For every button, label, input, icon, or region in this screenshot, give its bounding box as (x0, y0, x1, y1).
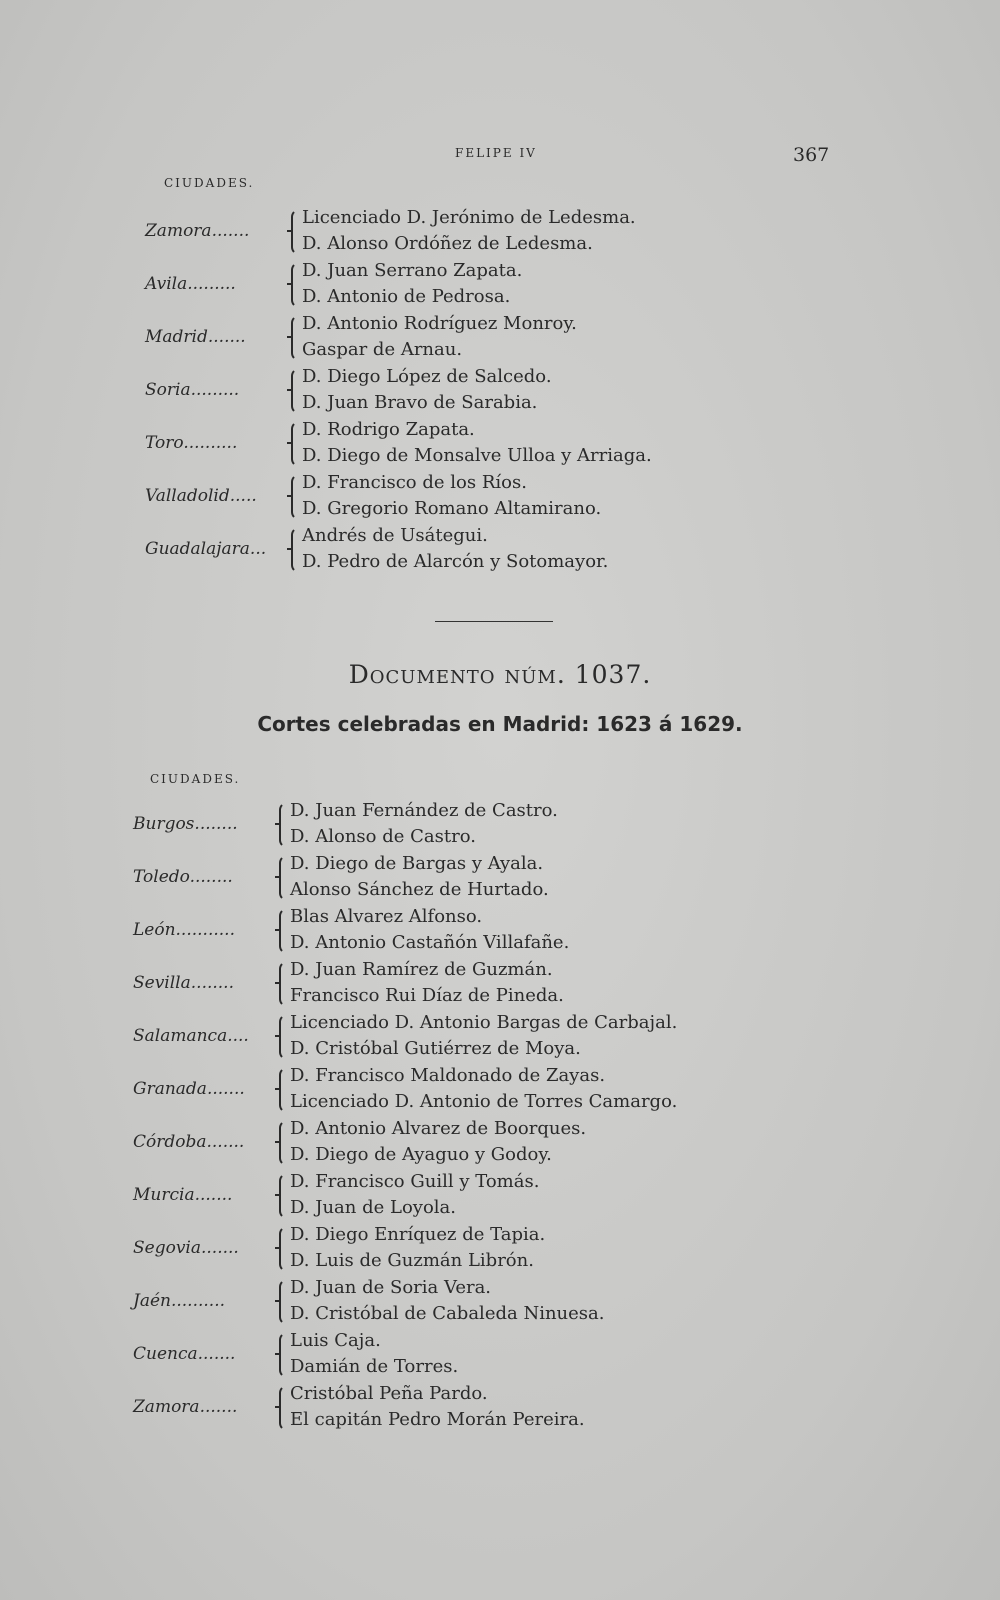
procurador-name: Licenciado D. Jerónimo de Ledesma. (302, 207, 636, 228)
city-entry (0, 800, 1000, 853)
procurador-name: Cristóbal Peña Pardo. (290, 1383, 488, 1404)
procurador-name: D. Alonso Ordóñez de Ledesma. (302, 233, 593, 254)
city-entry (0, 260, 1000, 313)
curly-brace (279, 1014, 288, 1060)
city-name: Segovia....... (133, 1238, 239, 1258)
procurador-name: D. Rodrigo Zapata. (302, 419, 475, 440)
city-entry (0, 1065, 1000, 1118)
city-entry (0, 1330, 1000, 1383)
city-roster (0, 800, 1000, 1436)
procurador-name: Gaspar de Arnau. (302, 339, 463, 360)
city-entry (0, 1118, 1000, 1171)
procurador-name: D. Francisco Guill y Tomás. (290, 1171, 540, 1192)
curly-brace (279, 1067, 288, 1113)
procurador-name: Andrés de Usátegui. (302, 525, 488, 546)
procurador-name: Damián de Torres. (290, 1356, 459, 1377)
city-name: Sevilla........ (133, 973, 234, 993)
city-name: Granada....... (133, 1079, 245, 1099)
city-name: Valladolid..... (145, 486, 257, 506)
section-label: CIUDADES. (150, 772, 241, 786)
city-name: Cuenca....... (133, 1344, 236, 1364)
procurador-name: D. Juan Fernández de Castro. (290, 800, 558, 821)
curly-brace (291, 262, 300, 308)
city-name: Guadalajara... (145, 539, 267, 559)
city-entry (0, 1171, 1000, 1224)
procurador-name: D. Pedro de Alarcón y Sotomayor. (302, 551, 609, 572)
curly-brace (279, 961, 288, 1007)
procurador-name: D. Antonio Castañón Villafañe. (290, 932, 570, 953)
procurador-name: D. Diego de Bargas y Ayala. (290, 853, 544, 874)
curly-brace (291, 368, 300, 414)
document-subtitle: Cortes celebradas en Madrid: 1623 á 1629. (257, 712, 743, 736)
procurador-name: D. Alonso de Castro. (290, 826, 476, 847)
city-entry (0, 419, 1000, 472)
procurador-name: Licenciado D. Antonio de Torres Camargo. (290, 1091, 678, 1112)
curly-brace (291, 474, 300, 520)
procurador-name: D. Francisco Maldonado de Zayas. (290, 1065, 606, 1086)
curly-brace (279, 908, 288, 954)
procurador-name: D. Juan de Loyola. (290, 1197, 456, 1218)
curly-brace (279, 1120, 288, 1166)
curly-brace (291, 421, 300, 467)
curly-brace (279, 1385, 288, 1431)
city-entry (0, 207, 1000, 260)
procurador-name: D. Juan Serrano Zapata. (302, 260, 523, 281)
procurador-name: D. Juan Bravo de Sarabia. (302, 392, 538, 413)
city-entry (0, 1012, 1000, 1065)
page-number: 367 (793, 144, 830, 166)
procurador-name: D. Diego Enríquez de Tapia. (290, 1224, 546, 1245)
city-entry (0, 525, 1000, 578)
procurador-name: D. Luis de Guzmán Librón. (290, 1250, 534, 1271)
city-entry (0, 313, 1000, 366)
city-name: Córdoba....... (133, 1132, 245, 1152)
curly-brace (279, 1226, 288, 1272)
procurador-name: D. Antonio de Pedrosa. (302, 286, 511, 307)
city-name: Burgos........ (133, 814, 238, 834)
city-entry (0, 472, 1000, 525)
curly-brace (291, 315, 300, 361)
curly-brace (279, 1279, 288, 1325)
city-name: Avila......... (145, 274, 236, 294)
procurador-name: D. Diego de Ayaguo y Godoy. (290, 1144, 552, 1165)
procurador-name: D. Gregorio Romano Altamirano. (302, 498, 602, 519)
city-entry (0, 1383, 1000, 1436)
procurador-name: Luis Caja. (290, 1330, 381, 1351)
city-name: Zamora....... (133, 1397, 238, 1417)
procurador-name: D. Cristóbal Gutiérrez de Moya. (290, 1038, 581, 1059)
city-roster (0, 207, 1000, 578)
procurador-name: Blas Alvarez Alfonso. (290, 906, 483, 927)
city-entry (0, 959, 1000, 1012)
city-entry (0, 906, 1000, 959)
procurador-name: D. Francisco de los Ríos. (302, 472, 527, 493)
procurador-name: El capitán Pedro Morán Pereira. (290, 1409, 585, 1430)
city-name: León........... (133, 920, 235, 940)
procurador-name: Licenciado D. Antonio Bargas de Carbajal. (290, 1012, 678, 1033)
city-entry (0, 366, 1000, 419)
procurador-name: D. Juan de Soria Vera. (290, 1277, 492, 1298)
procurador-name: D. Antonio Alvarez de Boorques. (290, 1118, 587, 1139)
city-entry (0, 1277, 1000, 1330)
procurador-name: D. Diego López de Salcedo. (302, 366, 552, 387)
curly-brace (279, 1332, 288, 1378)
city-name: Soria......... (145, 380, 240, 400)
curly-brace (291, 209, 300, 255)
city-name: Zamora....... (145, 221, 250, 241)
city-name: Salamanca.... (133, 1026, 249, 1046)
curly-brace (279, 1173, 288, 1219)
city-name: Toro.......... (145, 433, 238, 453)
procurador-name: D. Cristóbal de Cabaleda Ninuesa. (290, 1303, 605, 1324)
curly-brace (279, 802, 288, 848)
city-name: Toledo........ (133, 867, 233, 887)
running-title: FELIPE IV (455, 146, 537, 160)
running-head (0, 146, 1000, 166)
procurador-name: D. Juan Ramírez de Guzmán. (290, 959, 553, 980)
procurador-name: Francisco Rui Díaz de Pineda. (290, 985, 564, 1006)
city-entry (0, 853, 1000, 906)
section-label: CIUDADES. (164, 176, 255, 190)
procurador-name: Alonso Sánchez de Hurtado. (290, 879, 549, 900)
procurador-name: D. Antonio Rodríguez Monroy. (302, 313, 577, 334)
city-name: Jaén.......... (133, 1291, 225, 1311)
curly-brace (279, 855, 288, 901)
city-name: Madrid....... (145, 327, 246, 347)
city-name: Murcia....... (133, 1185, 233, 1205)
procurador-name: D. Diego de Monsalve Ulloa y Arriaga. (302, 445, 652, 466)
document-heading: Documento núm. 1037. (348, 660, 652, 689)
curly-brace (291, 527, 300, 573)
city-entry (0, 1224, 1000, 1277)
section-divider (435, 621, 553, 622)
